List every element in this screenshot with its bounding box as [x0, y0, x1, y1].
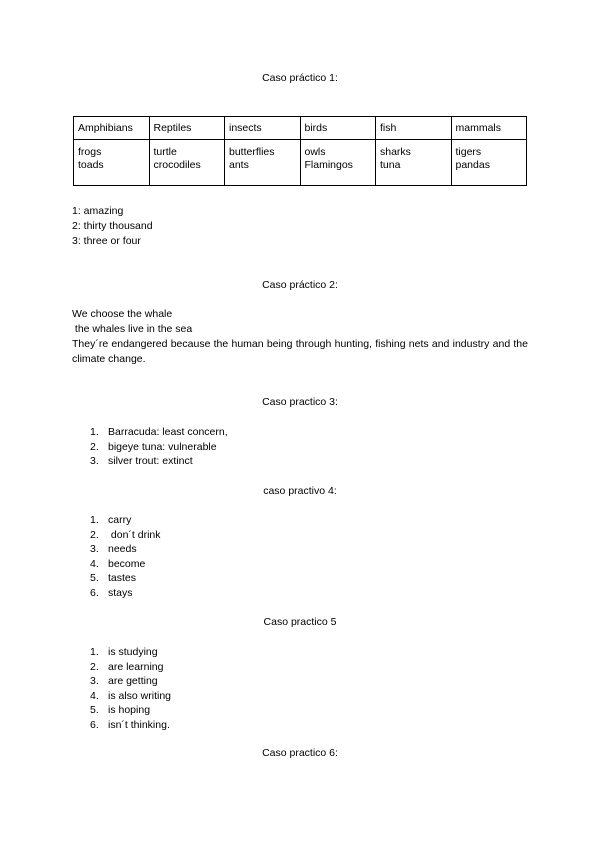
table-header-cell: fish	[376, 117, 452, 140]
list-item-text: don´t drink	[108, 528, 161, 541]
table-cell	[225, 140, 301, 186]
list-item: 3. needs	[90, 543, 137, 556]
table-header-cell: Amphibians	[74, 117, 150, 140]
list-item-text: become	[108, 557, 146, 570]
table-row	[74, 140, 527, 186]
case2-line: the whales live in the sea	[72, 323, 193, 335]
list-item-text: bigeye tuna: vulnerable	[108, 440, 217, 453]
list-item: 6. isn´t thinking.	[90, 718, 170, 731]
animals-table	[73, 116, 527, 186]
list-item: 4. become	[90, 557, 146, 570]
list-item: 3. are getting	[90, 675, 158, 688]
cell-text: toads	[78, 159, 104, 171]
list-item-text: is also writing	[108, 689, 172, 702]
table-cell	[376, 140, 452, 186]
case3-list	[90, 425, 228, 469]
list-item: 1. Barracuda: least concern,	[90, 426, 228, 438]
cell-text: sharks	[380, 146, 411, 158]
list-item-text: silver trout: extinct	[108, 455, 193, 468]
cell-text: turtle	[153, 146, 177, 158]
cell-text: tigers	[455, 146, 482, 158]
table-header-cell: mammals	[451, 117, 527, 140]
list-item-text: stays	[108, 586, 133, 599]
list-item: 2. are learning	[90, 660, 164, 673]
table-header-row	[74, 117, 527, 140]
cell-text: tuna	[380, 159, 401, 171]
case1-answer: 2: thirty thousand	[72, 220, 153, 232]
table-header-cell: Reptiles	[149, 117, 225, 140]
case2-paragraph: They´re endangered because the human being through hunting, fishing nets and industry and the climate change.	[72, 338, 528, 365]
table-cell	[300, 140, 376, 186]
list-item: 3. silver trout: extinct	[90, 455, 193, 468]
list-item-text: is hoping	[108, 704, 151, 717]
table-header-cell: birds	[300, 117, 376, 140]
cell-text: frogs	[78, 146, 102, 158]
case4-heading: caso practivo 4:	[263, 485, 337, 497]
table-header-cell: insects	[225, 117, 301, 140]
list-item-text: isn´t thinking.	[108, 718, 170, 731]
cell-text: ants	[229, 159, 249, 171]
case2-heading: Caso práctico 2:	[262, 279, 338, 291]
case5-list	[90, 645, 171, 733]
list-item: 6. stays	[90, 586, 133, 599]
cell-text: crocodiles	[153, 159, 201, 171]
list-item: 5. is hoping	[90, 704, 151, 717]
table-cell	[74, 140, 150, 186]
list-item-text: Barracuda: least concern,	[108, 426, 228, 438]
case6-heading: Caso practico 6:	[262, 747, 338, 759]
list-item: 1. is studying	[90, 646, 158, 658]
case3-heading: Caso practico 3:	[262, 396, 338, 408]
cell-text: owls	[304, 146, 326, 158]
list-item-text: are learning	[108, 660, 164, 673]
cell-text: pandas	[455, 159, 490, 171]
cell-text: butterflies	[229, 146, 275, 158]
list-item: 2. bigeye tuna: vulnerable	[90, 440, 217, 453]
list-item: 5. tastes	[90, 572, 137, 585]
case1-heading: Caso práctico 1:	[262, 72, 338, 84]
list-item: 2. don´t drink	[90, 528, 161, 541]
list-item-text: is studying	[108, 646, 158, 658]
list-item-text: carry	[108, 514, 132, 526]
table-cell	[149, 140, 225, 186]
case5-heading: Caso practico 5	[263, 616, 337, 628]
table-cell	[451, 140, 527, 186]
case4-list	[90, 513, 161, 601]
list-item-text: are getting	[108, 675, 158, 688]
case2-line: We choose the whale	[72, 308, 173, 320]
case1-answer: 3: three or four	[72, 235, 141, 247]
list-item: 1. carry	[90, 514, 132, 526]
list-item-text: tastes	[108, 572, 137, 585]
case1-answer: 1: amazing	[72, 205, 124, 217]
list-item-text: needs	[108, 543, 137, 556]
list-item: 4. is also writing	[90, 689, 172, 702]
cell-text: Flamingos	[304, 159, 353, 171]
